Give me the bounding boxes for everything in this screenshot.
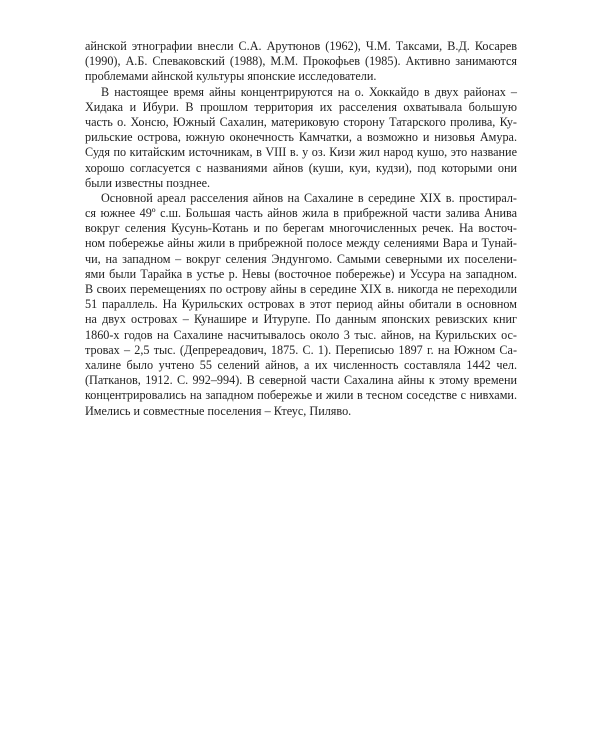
text-line: чи, на западном – вокруг селения Эндунгомо. Самыми северными их поселени- — [85, 251, 517, 266]
text-line: Хидака и Ибури. В прошлом территория их расселения охватывала большую — [85, 99, 517, 114]
text-line: концентрировались на западном побережье и жили в тесном соседстве с нивхами. — [85, 388, 517, 403]
text-line: ся южнее 49º с.ш. Большая часть айнов жила в прибрежной части залива Анива — [85, 206, 517, 221]
text-line: Основной ареал расселения айнов на Сахалине в середине XIX в. простирал- — [101, 190, 517, 205]
text-line: (1990), А.Б. Спеваковский (1988), М.М. Прокофьев (1985). Активно занимаются — [85, 54, 517, 69]
text-line: халине было учтено 55 селений айнов, а их численность составляла 1442 чел. — [85, 357, 517, 372]
text-line: часть о. Хонсю, Южный Сахалин, материковую сторону Татарского пролива, Ку- — [85, 114, 517, 129]
text-line: проблемами айнской культуры японские исследователи. — [85, 69, 377, 84]
text-line: вокруг селения Кусунь-Котань и по берегам многочисленных речек. На восточ- — [85, 221, 517, 236]
body-text — [85, 39, 517, 419]
text-line: В настоящее время айны концентрируются на о. Хоккайдо в двух районах – — [101, 84, 517, 99]
text-line: Имелись и совместные поселения – Ктеус, Пиляво. — [85, 403, 352, 418]
text-line: тровах – 2,5 тыс. (Депререадович, 1875. С. 1). Переписью 1897 г. на Южном Са- — [85, 342, 517, 357]
text-line: айнской этнографии внесли С.А. Арутюнов (1962), Ч.М. Таксами, В.Д. Косарев — [85, 39, 517, 53]
text-line: были известны позднее. — [85, 175, 211, 190]
text-line: В своих перемещениях по острову айны в середине XIX в. никогда не переходили — [85, 282, 517, 296]
text-line: ями были Тарайка в устье р. Невы (восточное побережье) и Уссура на западном. — [85, 266, 517, 281]
text-line: 1860-х годов на Сахалине насчитывалось около 3 тыс. айнов, на Курильских ос- — [85, 327, 517, 342]
text-line: рильские острова, южную оконечность Камчатки, а возможно и низовья Амура. — [85, 130, 517, 145]
text-line: Судя по китайским источникам, в VIII в. у оз. Кизи жил народ кушо, это название — [85, 145, 517, 160]
text-line: 51 параллель. На Курильских островах в этот период айны обитали в основном — [85, 297, 517, 312]
text-line: на двух островах – Кунашире и Итурупе. По данным японских ревизских книг — [85, 312, 517, 327]
text-line: ном побережье айны жили в прибрежной полосе между селениями Вара и Тунай- — [85, 236, 517, 251]
text-line: (Патканов, 1912. С. 992–994). В северной части Сахалина айны к этому времени — [85, 373, 517, 388]
text-line: хорошо согласуется с названиями айнов (куши, куи, кудзи), под которыми они — [85, 160, 517, 175]
